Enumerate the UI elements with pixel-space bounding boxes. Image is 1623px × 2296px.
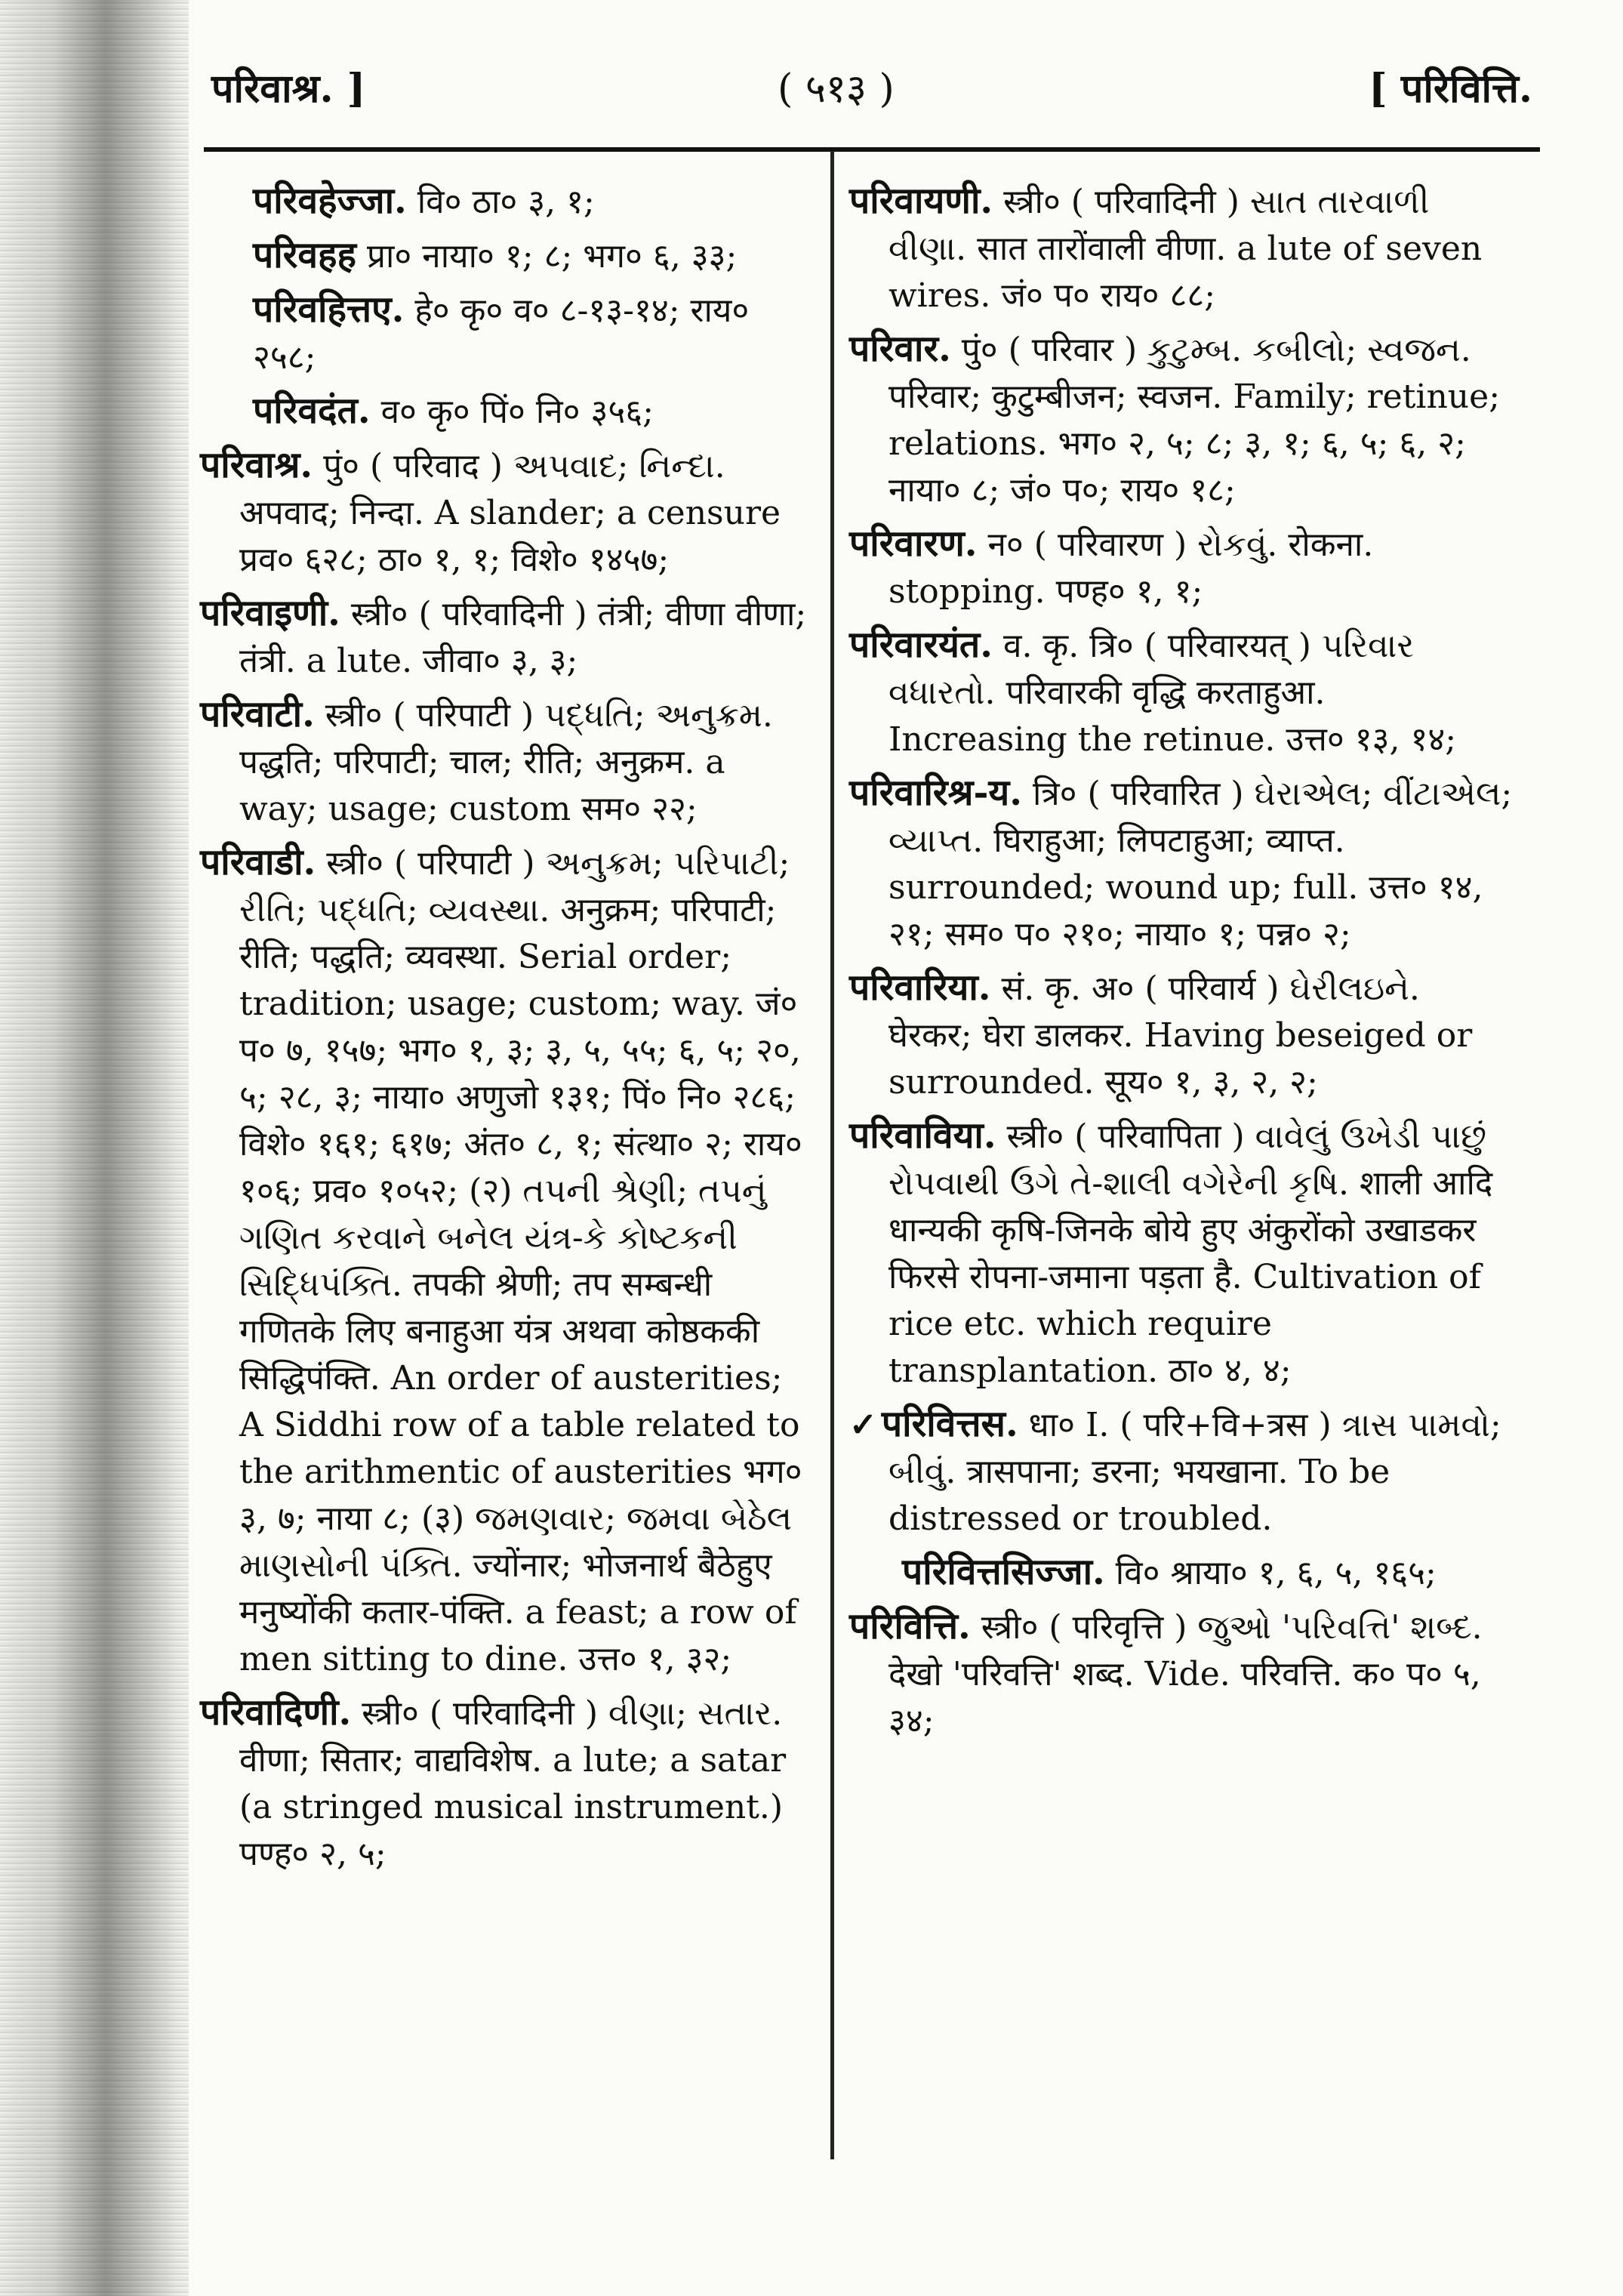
entry-headword: परिवित्तस.: [881, 1403, 1018, 1445]
entry-definition: हे० कृ० व० ८-१३-१४; राय० २५८;: [253, 291, 750, 377]
dictionary-entry: [200, 442, 812, 584]
entry-headword: परिवाडी.: [200, 841, 316, 883]
entry-headword: परिवारयंत.: [849, 624, 993, 666]
scan-binding-shadow: [0, 0, 189, 2296]
header-rule: [204, 147, 1540, 152]
entry-definition: स्त्री० ( परिवापिता ) વાવેલું ઉખેડી પાછું રોપવાથી ઉગે તે-શાલી વગેરેની કૃષિ. शाली आदि धान्यकी कृषि-जिनके बोये हुए अंकुरोंको उखाडकर फिरसे रोपना-जमाना पड़ता है. Cultivation of rice etc. which require transplantation. ठा० ४, ४;: [888, 1117, 1493, 1390]
entry-definition: वि० ठा० ३, १;: [417, 183, 595, 221]
entry-definition: स्त्री० ( परिवादिनी ) तंत्री; वीणा वीणा; तंत्री. a lute. जीवा० ३, ३;: [239, 595, 807, 680]
entry-definition: व० कृ० पिं० नि० ३५६;: [380, 393, 654, 431]
entry-definition: पुं० ( परिवार ) કુટુમ્બ. કબીલો; સ્વજન. परिवार; कुटुम्बीजन; स्वजन. Family; retinue; relations. भग० २, ५; ८; ३, १; ६, ५; ६, २; नाया० ८; जं० प०; राय० १८;: [888, 331, 1501, 510]
dictionary-entry: [253, 232, 812, 280]
dictionary-entry: [200, 590, 812, 685]
entry-headword: परिवाइणी.: [200, 592, 340, 634]
dictionary-entry: [849, 1112, 1514, 1395]
entry-definition: व. कृ. त्रि० ( परिवारयत् ) પરિવાર વધારતો. परिवारकी वृद्धि करताहुआ. Increasing the retinue. उत्त० १३, १४;: [888, 627, 1457, 759]
header-left-guideword: परिवाश्र. ]: [211, 66, 366, 112]
entry-definition: न० ( परिवारण ) રોકવું. रोकना. stopping. पण्ह० १, १;: [888, 525, 1374, 611]
entry-definition: स्त्री० ( परिवृत्ति ) જુઓ 'પરિવત્તિ' શબ્દ. देखो 'परिवत्ति' शब्द. Vide. परिवत्ति. क० प० ५, ३४;: [888, 1608, 1483, 1740]
entry-headword: परिवित्तसिज्जा.: [902, 1551, 1105, 1593]
entry-headword: परिवार.: [849, 328, 951, 370]
dictionary-entry: [849, 1603, 1514, 1745]
check-mark-icon: ✓: [849, 1406, 877, 1444]
dictionary-entry: [849, 621, 1514, 763]
entry-headword: परिवित्ति.: [849, 1605, 971, 1647]
entry-headword: परिवहह: [253, 234, 356, 276]
entry-headword: परिवारिश्र-य.: [849, 772, 1022, 814]
dictionary-entry: [200, 839, 812, 1683]
entry-definition: स्त्री० ( परिवादिनी ) વીણા; સતાર. वीणा; सितार; वाद्यविशेष. a lute; a satar (a stringed musical instrument.) पण्ह० २, ५;: [239, 1694, 787, 1873]
entry-headword: परिवाटी.: [200, 693, 315, 735]
dictionary-entry: [849, 177, 1514, 319]
entry-headword: परिवाश्र.: [200, 444, 313, 486]
dictionary-entry: [849, 769, 1514, 958]
dictionary-entry: [849, 520, 1514, 615]
entry-definition: त्रि० ( परिवारित ) ઘેરાએલ; વીંટાએલ; વ્યાપ્ત. घिराहुआ; लिपटाहुआ; व्याप्त. surrounded; wound up; full. उत्त० १४, २१; सम० प० २१०; नाया० १; पन्न० २;: [888, 775, 1513, 954]
page-number: ( ५१३ ): [778, 66, 895, 112]
dictionary-entry: [200, 691, 812, 833]
left-column: [200, 177, 812, 1884]
dictionary-entry: [902, 1549, 1514, 1597]
entry-definition: सं. कृ. अ० ( परिवार्य ) ઘેરીલઇને. घेरकर; घेरा डालकर. Having beseiged or surrounded. सूय० १, ३, २, २;: [888, 969, 1473, 1102]
entry-definition: वि० श्राया० १, ६, ५, १६५;: [1115, 1554, 1437, 1592]
dictionary-entry: [849, 1401, 1514, 1542]
entry-headword: परिवादिणी.: [200, 1691, 352, 1734]
entry-headword: परिवारिया.: [849, 966, 991, 1009]
entry-definition: धा० I. ( परि+वि+त्रस ) ત્રાસ પામવો; બીવું. त्रासपाना; डरना; भयखाना. To be distressed or troubled.: [888, 1406, 1501, 1538]
entry-definition: स्त्री० ( परिपाटी ) અનુક્રમ; પરિપાટી; રીતિ; પદ્ધતિ; વ્યવસ્થા. अनुक्रम; परिपाटी; रीति; पद्धति; व्यवस्था. Serial order; tradition; usage; custom; way. जं० प० ७, १५७; भग० १, ३; ३, ५, ५५; ६, ५; २०, ५; २८, ३; नाया० अणुजो १३१; पिं० नि० २८६; विशे० १६१; ६१७; अंत० ८, १; संत्था० २; राय० १०६; प्रव० १०५२; (२) તપની શ્રેણી; તપનું ગણિત કરવાને બનેલ યંત્ર-કે કોષ્ટકની સિદ્ધિપંક્તિ. तपकी श्रेणी; तप सम्बन्धी गणितके लिए बनाहुआ यंत्र अथवा कोष्ठककी सिद्धिपंक्ति. An order of austerities; A Siddhi row of a table related to the arithmentic of austerities भग० ३, ७; नाया ८; (३) જમણવાર; જમવા બેઠેલ માણસોની પંક્તિ. ज्योंनार; भोजनार्थ बैठेहुए मनुष्योंकी कतार-पंक्ति. a feast; a row of men sitting to dine. उत्त० १, ३२;: [239, 844, 802, 1678]
entry-headword: परिवायणी.: [849, 180, 993, 222]
dictionary-entry: [253, 286, 812, 381]
entry-headword: परिवहित्तए.: [253, 288, 405, 331]
entry-definition: स्त्री० ( परिपाटी ) પદ્ધતિ; અનુક્રમ. पद्धति; परिपाटी; चाल; रीति; अनुक्रम. a way; usage; custom सम० २२;: [239, 696, 773, 828]
dictionary-entry: [849, 964, 1514, 1106]
entry-definition: पुं० ( परिवाद ) અપવાદ; નિન્દા. अपवाद; निन्दा. A slander; a censure प्रव० ६२८; ठा० १, १; विशे० १४५७;: [239, 447, 781, 579]
entry-definition: प्रा० नाया० १; ८; भग० ६, ३३;: [367, 237, 738, 276]
dictionary-entry: [253, 177, 812, 226]
column-divider: [830, 151, 834, 2159]
entry-definition: स्त्री० ( परिवादिनी ) સાત તારવાળી વીણા. सात तारोंवाली वीणा. a lute of seven wires. जं० प० राय० ८८;: [888, 183, 1483, 315]
page-header: [211, 45, 1563, 128]
dictionary-entry: [200, 1689, 812, 1878]
entry-headword: परिवाविया.: [849, 1114, 996, 1157]
dictionary-entry: [253, 387, 812, 436]
entry-headword: परिवारण.: [849, 522, 978, 565]
right-column: [849, 177, 1514, 1751]
entry-headword: परिवदंत.: [253, 390, 371, 432]
header-right-guideword: [ परिवित्ति.: [1369, 66, 1532, 112]
dictionary-entry: [849, 325, 1514, 514]
entry-headword: परिवहेज्जा.: [253, 180, 407, 222]
